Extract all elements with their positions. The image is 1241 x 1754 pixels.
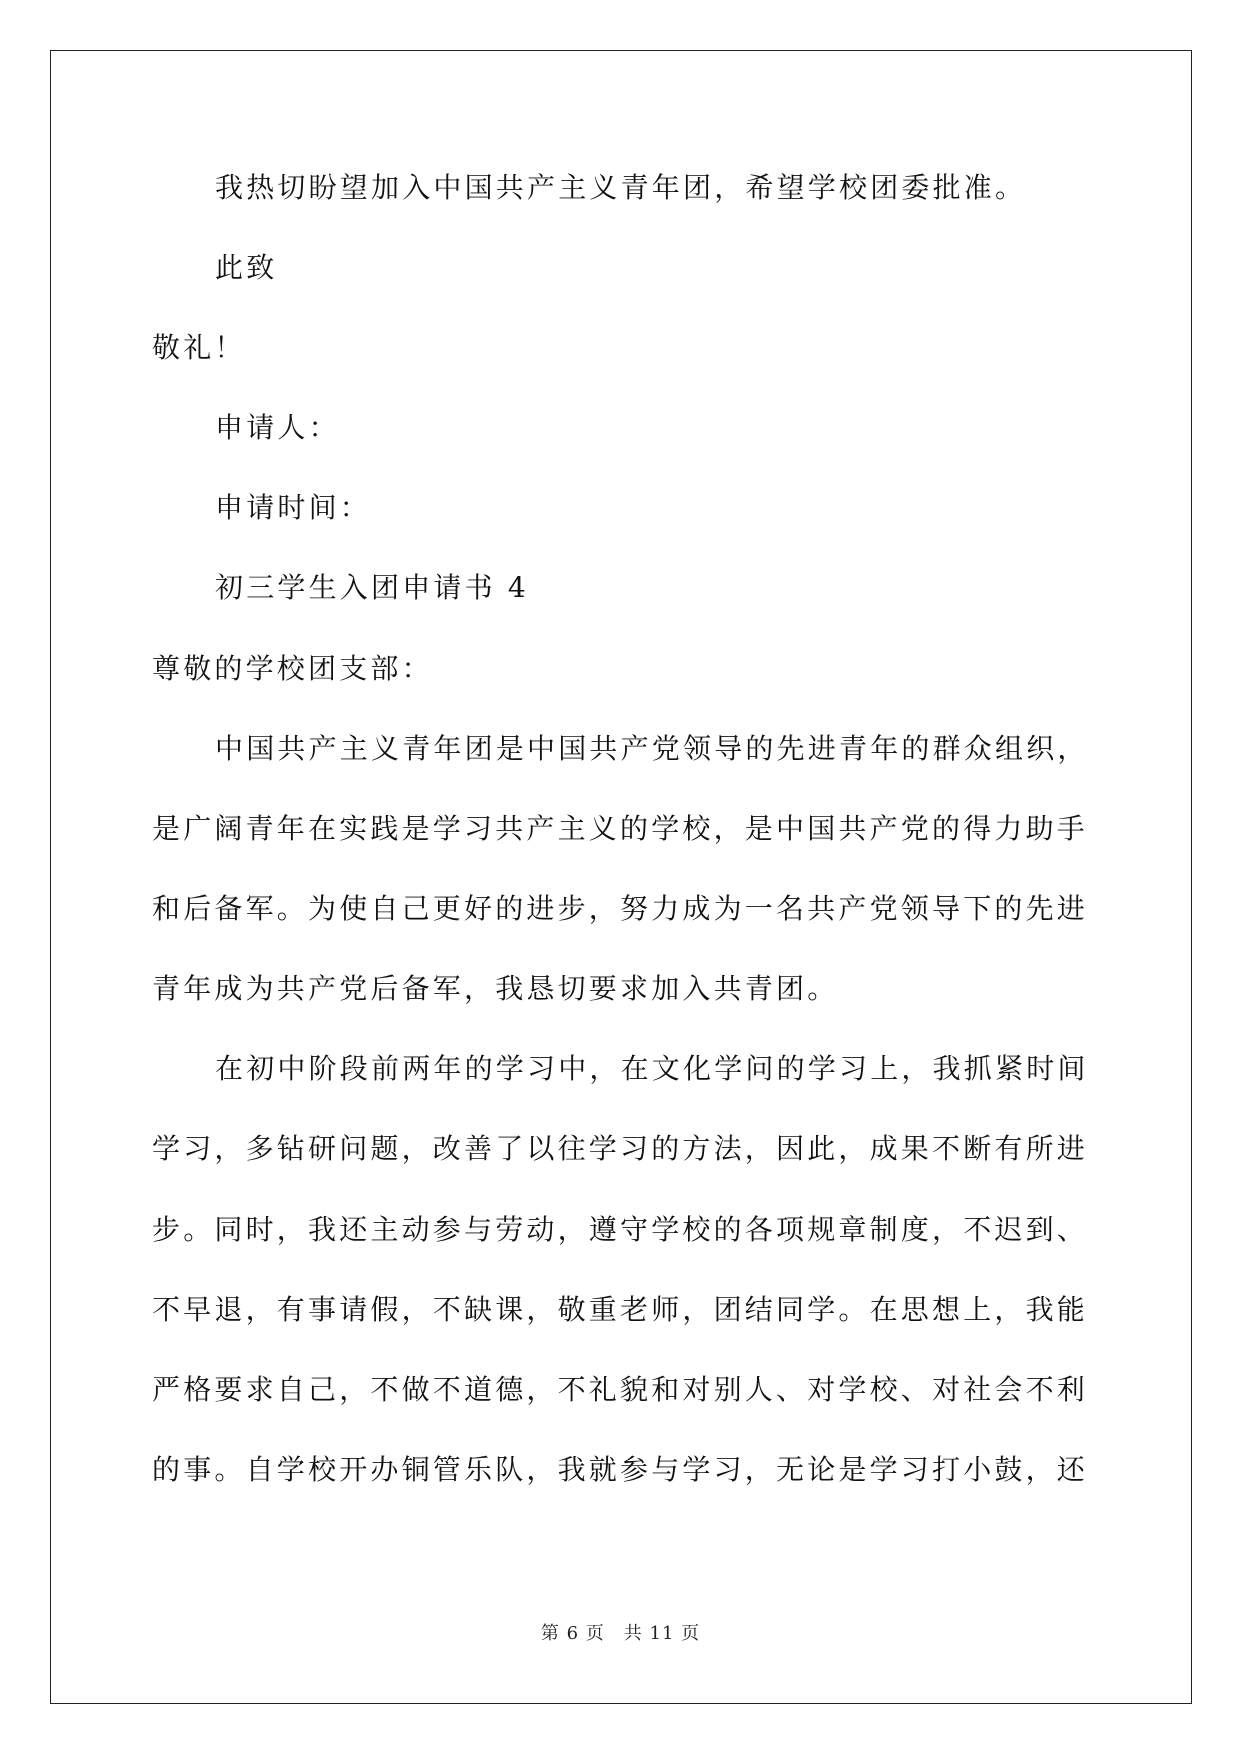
page-number-footer: 第 6 页 共 11 页 [540, 1623, 701, 1644]
paragraph-line: 和后备军。为使自己更好的进步，努力成为一名共产党领导下的先进 [152, 892, 1089, 925]
paragraph-line: 我热切盼望加入中国共产主义青年团，希望学校团委批准。 [215, 171, 1027, 204]
closing-regards: 敬礼！ [152, 331, 246, 364]
paragraph-line: 中国共产主义青年团是中国共产党领导的先进青年的群众组织， [215, 732, 1089, 765]
paragraph-line: 在初中阶段前两年的学习中，在文化学问的学习上，我抓紧时间 [215, 1052, 1089, 1085]
paragraph-line: 是广阔青年在实践是学习共产主义的学校，是中国共产党的得力助手 [152, 812, 1089, 845]
application-date-label: 申请时间： [215, 491, 372, 524]
paragraph-line: 严格要求自己，不做不道德，不礼貌和对别人、对学校、对社会不利 [152, 1373, 1089, 1406]
closing-salutation: 此致 [215, 251, 278, 284]
paragraph-line: 学习，多钻研问题，改善了以往学习的方法，因此，成果不断有所进 [152, 1132, 1089, 1165]
paragraph-line: 的事。自学校开办铜管乐队，我就参与学习，无论是学习打小鼓，还 [152, 1453, 1089, 1486]
paragraph-line: 青年成为共产党后备军，我恳切要求加入共青团。 [152, 972, 839, 1005]
letter-salutation: 尊敬的学校团支部： [152, 652, 433, 685]
section-title: 初三学生入团申请书 4 [215, 571, 529, 604]
applicant-label: 申请人： [215, 411, 340, 444]
paragraph-line: 不早退，有事请假，不缺课，敬重老师，团结同学。在思想上，我能 [152, 1293, 1089, 1326]
paragraph-line: 步。同时，我还主动参与劳动，遵守学校的各项规章制度，不迟到、 [152, 1213, 1089, 1246]
